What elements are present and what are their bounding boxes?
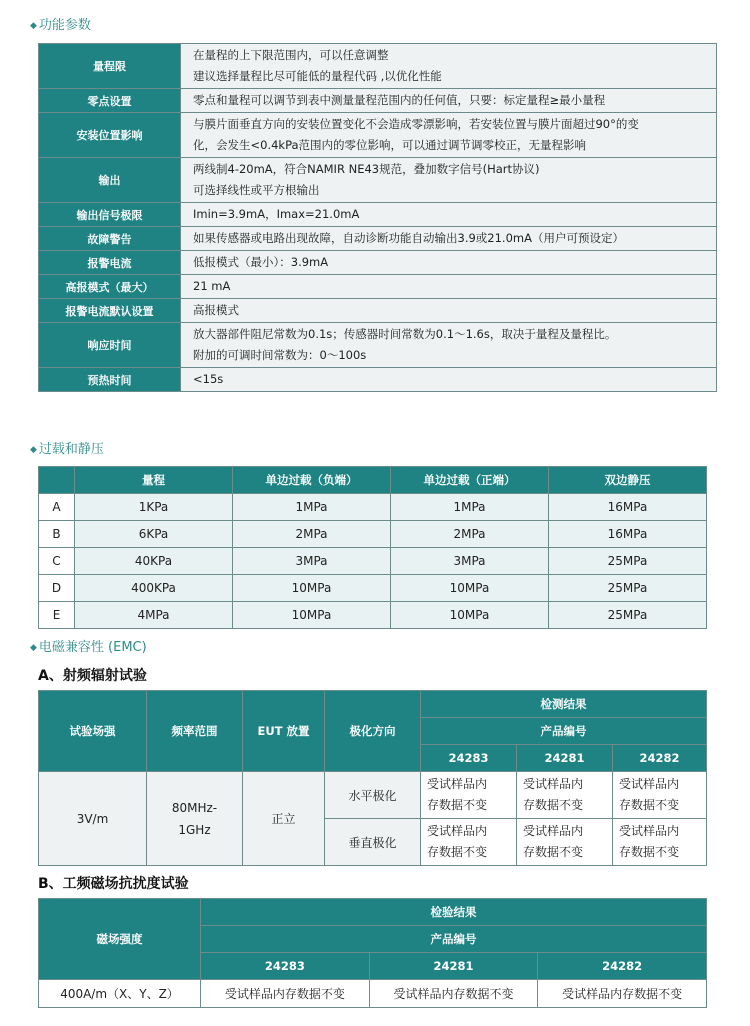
overload-cell: 3MPa <box>391 548 549 575</box>
overload-cell: 16MPa <box>549 494 707 521</box>
param-value-line: 化，会发生<0.4kPa范围内的零位影响，可以通过调节调零校正，无量程影响 <box>193 138 587 152</box>
hdr-code: 24282 <box>538 953 707 980</box>
hdr-pol: 极化方向 <box>325 691 421 772</box>
param-value <box>181 44 717 89</box>
section-title-text: 过载和静压 <box>38 442 104 457</box>
param-row <box>39 113 717 158</box>
param-label: 预热时间 <box>39 368 181 392</box>
freq-line: 1GHz <box>178 822 211 837</box>
emc-part-b-title: B、工频磁场抗扰度试验 <box>38 876 189 892</box>
overload-row <box>39 548 707 575</box>
param-label: 高报模式（最大） <box>39 275 181 299</box>
freq-line: 80MHz- <box>171 800 218 815</box>
hdr-code: 24281 <box>369 953 538 980</box>
cell-result <box>421 772 517 819</box>
param-value-line: 两线制4-20mA，符合NAMIR NE43规范，叠加数字信号(Hart协议) <box>193 162 540 176</box>
hdr-code: 24281 <box>517 745 613 772</box>
section-title-overload <box>30 438 104 457</box>
overload-code: B <box>39 521 75 548</box>
overload-cell: 25MPa <box>549 575 707 602</box>
param-label: 响应时间 <box>39 323 181 368</box>
overload-cell: 10MPa <box>233 602 391 629</box>
magnetic-field-table <box>38 898 707 1008</box>
result-line: 存数据不变 <box>523 798 584 812</box>
result-line: 存数据不变 <box>427 798 488 812</box>
hdr-product: 产品编号 <box>201 926 707 953</box>
overload-header: 单边过载（负端） <box>233 467 391 494</box>
param-value <box>181 251 717 275</box>
hdr-result: 检测结果 <box>421 691 707 718</box>
cell-result <box>613 772 707 819</box>
overload-cell: 6KPa <box>75 521 233 548</box>
param-value-line: <15s <box>193 372 224 386</box>
param-value <box>181 323 717 368</box>
hdr-eut: EUT 放置 <box>243 691 325 772</box>
hdr-freq: 频率范围 <box>147 691 243 772</box>
hdr-code: 24283 <box>421 745 517 772</box>
overload-row <box>39 521 707 548</box>
param-value <box>181 299 717 323</box>
hdr-field: 磁场强度 <box>39 899 201 980</box>
result-line: 存数据不变 <box>427 845 488 859</box>
overload-cell: 25MPa <box>549 548 707 575</box>
cell-result <box>421 819 517 866</box>
param-value-line: 零点和量程可以调节到表中测量量程范围内的任何值，只要：标定量程≥最小量程 <box>193 93 606 107</box>
overload-header <box>39 467 75 494</box>
param-value <box>181 227 717 251</box>
overload-cell: 16MPa <box>549 521 707 548</box>
param-row <box>39 368 717 392</box>
param-value-line: 可选择线性或平方根输出 <box>193 183 320 197</box>
overload-cell: 25MPa <box>549 602 707 629</box>
overload-header: 单边过载（正端） <box>391 467 549 494</box>
cell-pol: 垂直极化 <box>325 819 421 866</box>
params-table <box>38 43 717 392</box>
param-row <box>39 44 717 89</box>
overload-row <box>39 602 707 629</box>
overload-cell: 400KPa <box>75 575 233 602</box>
overload-row <box>39 575 707 602</box>
cell-result: 受试样品内存数据不变 <box>369 980 538 1008</box>
overload-header: 量程 <box>75 467 233 494</box>
param-row <box>39 203 717 227</box>
param-row <box>39 89 717 113</box>
param-value-line: 低报模式（最小）：3.9mA <box>193 255 329 269</box>
cell-result <box>517 772 613 819</box>
overload-table <box>38 466 707 629</box>
hdr-result: 检验结果 <box>201 899 707 926</box>
param-value <box>181 113 717 158</box>
param-value-line: 在量程的上下限范围内，可以任意调整 <box>193 48 389 62</box>
param-value-line: 如果传感器或电路出现故障，自动诊断功能自动输出3.9或21.0mA（用户可预设定） <box>193 231 624 245</box>
result-line: 存数据不变 <box>619 845 680 859</box>
param-label: 报警电流默认设置 <box>39 299 181 323</box>
result-line: 存数据不变 <box>619 798 680 812</box>
cell-result: 受试样品内存数据不变 <box>538 980 707 1008</box>
overload-cell: 10MPa <box>233 575 391 602</box>
overload-cell: 3MPa <box>233 548 391 575</box>
emc-part-a-title: A、射频辐射试验 <box>38 668 147 684</box>
param-row <box>39 275 717 299</box>
overload-code: E <box>39 602 75 629</box>
param-value-line: 附加的可调时间常数为：0～100s <box>193 348 367 362</box>
param-label: 量程限 <box>39 44 181 89</box>
hdr-code: 24282 <box>613 745 707 772</box>
hdr-code: 24283 <box>201 953 370 980</box>
param-value-line: 放大器部件阻尼常数为0.1s；传感器时间常数为0.1～1.6s，取决于量程及量程比。 <box>193 327 617 341</box>
param-row <box>39 299 717 323</box>
param-value <box>181 368 717 392</box>
cell-field: 3V/m <box>39 772 147 866</box>
param-value <box>181 89 717 113</box>
overload-cell: 10MPa <box>391 575 549 602</box>
param-row <box>39 158 717 203</box>
param-value-line: 21 mA <box>193 279 231 293</box>
cell-result <box>517 819 613 866</box>
diamond-bullet-icon: ◆ <box>30 444 37 455</box>
param-row <box>39 323 717 368</box>
cell-freq <box>147 772 243 866</box>
hdr-field: 试验场强 <box>39 691 147 772</box>
diamond-bullet-icon: ◆ <box>30 20 37 31</box>
diamond-bullet-icon: ◆ <box>30 642 37 653</box>
result-line: 受试样品内 <box>619 777 680 791</box>
section-title-text: 功能参数 <box>38 18 91 33</box>
overload-header: 双边静压 <box>549 467 707 494</box>
overload-code: D <box>39 575 75 602</box>
param-label: 输出 <box>39 158 181 203</box>
section-title-params <box>30 14 91 33</box>
result-line: 存数据不变 <box>523 845 584 859</box>
param-label: 故障警告 <box>39 227 181 251</box>
param-value-line: 建议选择量程比尽可能低的量程代码 ,以优化性能 <box>193 69 442 83</box>
overload-cell: 1MPa <box>391 494 549 521</box>
section-title-text: 电磁兼容性 (EMC) <box>38 640 147 655</box>
param-label: 零点设置 <box>39 89 181 113</box>
overload-cell: 40KPa <box>75 548 233 575</box>
cell-eut: 正立 <box>243 772 325 866</box>
param-value <box>181 275 717 299</box>
overload-cell: 2MPa <box>233 521 391 548</box>
param-value <box>181 158 717 203</box>
cell-result <box>613 819 707 866</box>
result-line: 受试样品内 <box>427 777 488 791</box>
param-value-line: 与膜片面垂直方向的安装位置变化不会造成零漂影响，若安装位置与膜片面超过90°的变 <box>193 117 639 131</box>
cell-pol: 水平极化 <box>325 772 421 819</box>
param-label: 输出信号极限 <box>39 203 181 227</box>
param-label: 报警电流 <box>39 251 181 275</box>
result-line: 受试样品内 <box>427 824 488 838</box>
overload-row <box>39 494 707 521</box>
param-value-line: 高报模式 <box>193 303 239 317</box>
overload-cell: 10MPa <box>391 602 549 629</box>
hdr-product: 产品编号 <box>421 718 707 745</box>
cell-result: 受试样品内存数据不变 <box>201 980 370 1008</box>
param-row <box>39 227 717 251</box>
result-line: 受试样品内 <box>523 777 584 791</box>
overload-cell: 4MPa <box>75 602 233 629</box>
result-line: 受试样品内 <box>619 824 680 838</box>
overload-code: A <box>39 494 75 521</box>
result-line: 受试样品内 <box>523 824 584 838</box>
param-value-line: Imin=3.9mA，Imax=21.0mA <box>193 207 360 221</box>
param-row <box>39 251 717 275</box>
rf-radiation-table <box>38 690 707 866</box>
overload-cell: 2MPa <box>391 521 549 548</box>
param-value <box>181 203 717 227</box>
overload-cell: 1KPa <box>75 494 233 521</box>
section-title-emc <box>30 636 147 655</box>
cell-field: 400A/m（X、Y、Z） <box>39 980 201 1008</box>
overload-cell: 1MPa <box>233 494 391 521</box>
param-label: 安装位置影响 <box>39 113 181 158</box>
overload-code: C <box>39 548 75 575</box>
